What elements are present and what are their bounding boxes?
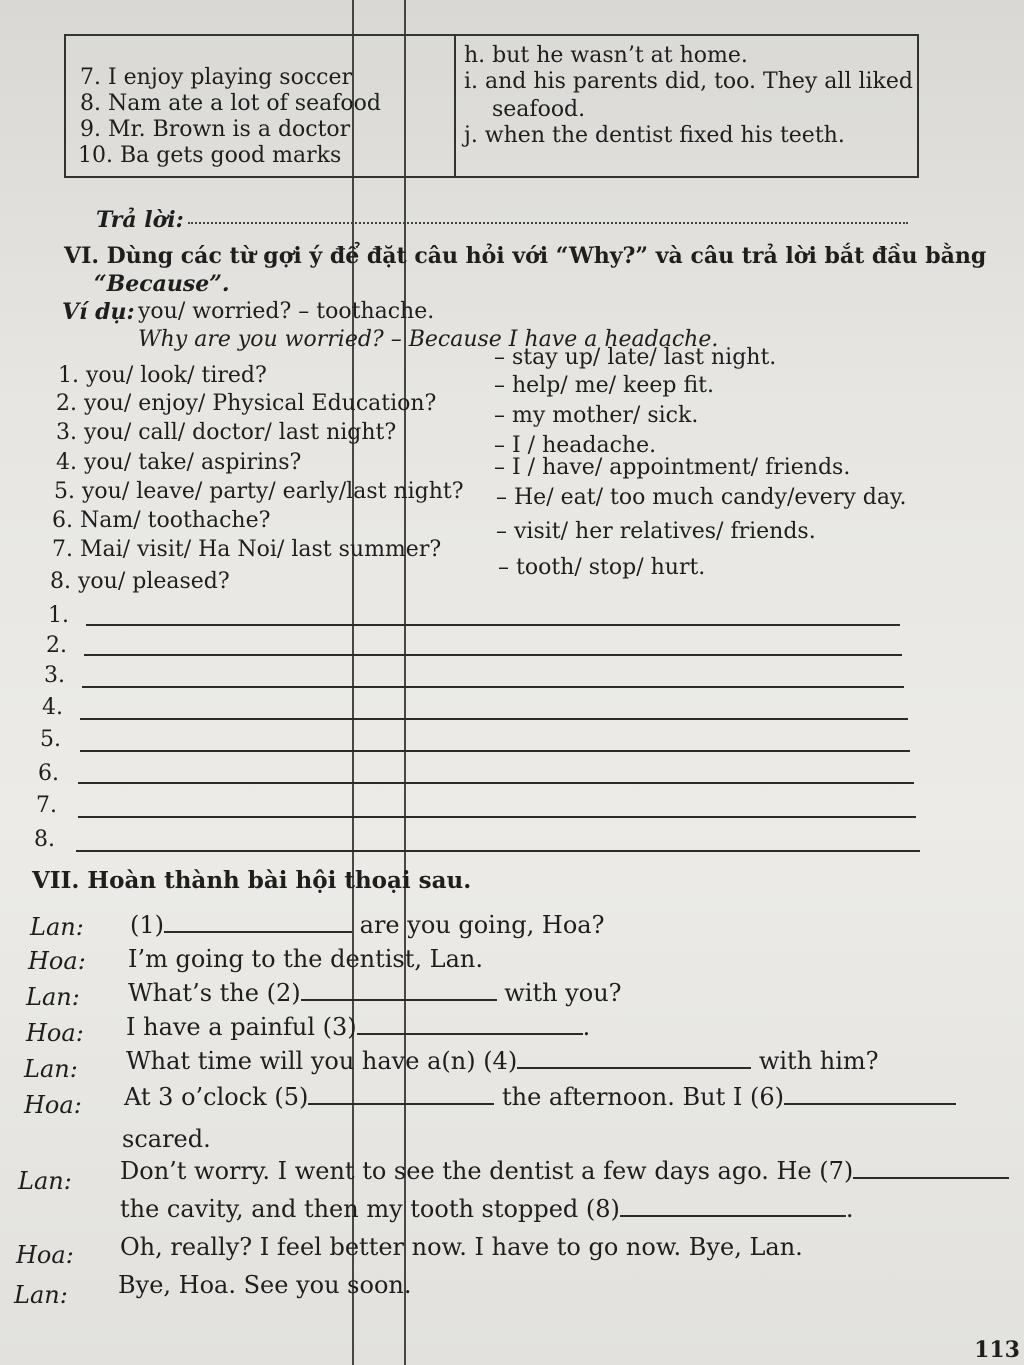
- answer-line-7[interactable]: [78, 816, 916, 818]
- cue-question-6: 6. Nam/ toothache?: [52, 508, 271, 533]
- dialogue-line-5-post: with him?: [758, 1047, 879, 1075]
- dialogue-line-1-post: are you going, Hoa?: [359, 911, 605, 939]
- cue-answer-4: – I / headache.: [494, 433, 657, 458]
- answer-line-3[interactable]: [82, 686, 904, 688]
- blank-7[interactable]: [853, 1176, 1009, 1179]
- cue-question-1: 1. you/ look/ tired?: [58, 363, 267, 388]
- answer-number-6: 6.: [38, 761, 59, 786]
- example-answer: Why are you worried? – Because I have a headache.: [138, 327, 719, 352]
- speaker-hoa-4: Hoa:: [16, 1241, 74, 1269]
- blank-8[interactable]: [620, 1214, 846, 1217]
- match-right-i: i. and his parents did, too. They all liked: [464, 69, 913, 94]
- speaker-lan-4: Lan:: [18, 1167, 72, 1195]
- speaker-hoa-1: Hoa:: [28, 947, 86, 975]
- answer-line-1[interactable]: [86, 624, 900, 626]
- match-right-i-cont: seafood.: [492, 97, 586, 122]
- dialogue-line-5: [126, 1048, 879, 1074]
- answer-number-5: 5.: [40, 727, 61, 752]
- cue-question-4: 4. you/ take/ aspirins?: [56, 450, 302, 475]
- blank-3[interactable]: [357, 1032, 583, 1035]
- blank-4[interactable]: [517, 1066, 751, 1069]
- cue-answer-5: – I / have/ appointment/ friends.: [494, 455, 851, 480]
- answer-line-4[interactable]: [80, 718, 908, 720]
- cue-answer-7: – visit/ her relatives/ friends.: [496, 519, 816, 544]
- dialogue-line-6-mid: the afternoon. But I (6): [501, 1083, 784, 1111]
- answer-number-3: 3.: [44, 663, 65, 688]
- section6-title-cont: “Because”.: [94, 271, 230, 297]
- answer-number-2: 2.: [46, 633, 67, 658]
- dialogue-line-4: [126, 1014, 590, 1040]
- blank-2[interactable]: [301, 998, 497, 1001]
- cue-answer-1: – stay up/ late/ last night.: [494, 345, 777, 370]
- dialogue-line-9-post: .: [845, 1195, 854, 1223]
- match-left-8: 8. Nam ate a lot of seafood: [80, 91, 381, 116]
- cue-answer-3: – my mother/ sick.: [494, 403, 699, 428]
- answer-number-8: 8.: [34, 827, 55, 852]
- dialogue-line-1-pre: (1): [130, 911, 164, 939]
- cue-question-5: 5. you/ leave/ party/ early/last night?: [54, 479, 464, 504]
- cue-question-7: 7. Mai/ visit/ Ha Noi/ last summer?: [52, 537, 442, 562]
- answer-line-5[interactable]: [80, 750, 910, 752]
- cue-question-8: 8. you/ pleased?: [50, 569, 230, 594]
- answer-label: Trả lời:: [96, 207, 184, 233]
- dialogue-line-8-pre: Don’t worry. I went to see the dentist a few days ago. He (7): [120, 1157, 854, 1185]
- dialogue-line-3-post: with you?: [504, 979, 622, 1007]
- dialogue-line-2: I’m going to the dentist, Lan.: [128, 945, 483, 973]
- cue-question-3: 3. you/ call/ doctor/ last night?: [56, 420, 397, 445]
- dialogue-line-4-post: .: [582, 1013, 591, 1041]
- answer-line-8[interactable]: [76, 850, 920, 852]
- dialogue-line-11: Bye, Hoa. See you soon.: [118, 1271, 412, 1299]
- speaker-lan-1: Lan:: [30, 913, 84, 941]
- speaker-lan-5: Lan:: [14, 1281, 68, 1309]
- match-right-h: h. but he wasn’t at home.: [464, 43, 748, 68]
- blank-6[interactable]: [784, 1102, 956, 1105]
- dialogue-line-9: [120, 1196, 854, 1222]
- dialogue-line-3-pre: What’s the (2): [128, 979, 301, 1007]
- cue-question-2: 2. you/ enjoy/ Physical Education?: [56, 391, 437, 416]
- answer-number-1: 1.: [48, 603, 69, 628]
- blank-1[interactable]: [164, 930, 352, 933]
- dialogue-line-4-pre: I have a painful (3): [126, 1013, 357, 1041]
- blank-5[interactable]: [308, 1102, 494, 1105]
- answer-number-7: 7.: [36, 793, 57, 818]
- dialogue-line-6-pre: At 3 o’clock (5): [124, 1083, 309, 1111]
- match-left-7: 7. I enjoy playing soccer: [80, 65, 353, 90]
- dialogue-line-3: [128, 980, 622, 1006]
- speaker-hoa-2: Hoa:: [26, 1019, 84, 1047]
- dialogue-line-1: [130, 912, 604, 938]
- example-label: Ví dụ:: [62, 299, 135, 325]
- cue-answer-8: – tooth/ stop/ hurt.: [498, 555, 706, 580]
- match-right-j: j. when the dentist fixed his teeth.: [464, 123, 845, 148]
- dialogue-line-10: Oh, really? I feel better now. I have to go now. Bye, Lan.: [120, 1233, 803, 1261]
- dialogue-line-9-pre: the cavity, and then my tooth stopped (8): [120, 1195, 620, 1223]
- answer-line-2[interactable]: [84, 654, 902, 656]
- match-left-9: 9. Mr. Brown is a doctor: [80, 117, 351, 142]
- dialogue-line-7: scared.: [122, 1125, 211, 1153]
- answer-number-4: 4.: [42, 695, 63, 720]
- speaker-lan-3: Lan:: [24, 1055, 78, 1083]
- dialogue-line-5-pre: What time will you have a(n) (4): [126, 1047, 518, 1075]
- speaker-lan-2: Lan:: [26, 983, 80, 1011]
- matching-table-divider: [454, 36, 456, 176]
- dialogue-line-6: [124, 1084, 956, 1110]
- cue-answer-6: – He/ eat/ too much candy/every day.: [496, 485, 907, 510]
- answer-line-6[interactable]: [78, 782, 914, 784]
- cue-answer-2: – help/ me/ keep fit.: [494, 373, 714, 398]
- page-number: 113: [974, 1337, 1020, 1363]
- speaker-hoa-3: Hoa:: [24, 1091, 82, 1119]
- answer-dotted-line[interactable]: [188, 222, 908, 224]
- dialogue-line-8: [120, 1158, 1009, 1184]
- section6-title: VI. Dùng các từ gợi ý để đặt câu hỏi với “Why?” và câu trả lời bắt đầu bằng: [64, 243, 987, 269]
- example-prompt: you/ worried? – toothache.: [138, 299, 435, 324]
- match-left-10: 10. Ba gets good marks: [78, 143, 342, 168]
- section7-title: VII. Hoàn thành bài hội thoại sau.: [32, 867, 472, 894]
